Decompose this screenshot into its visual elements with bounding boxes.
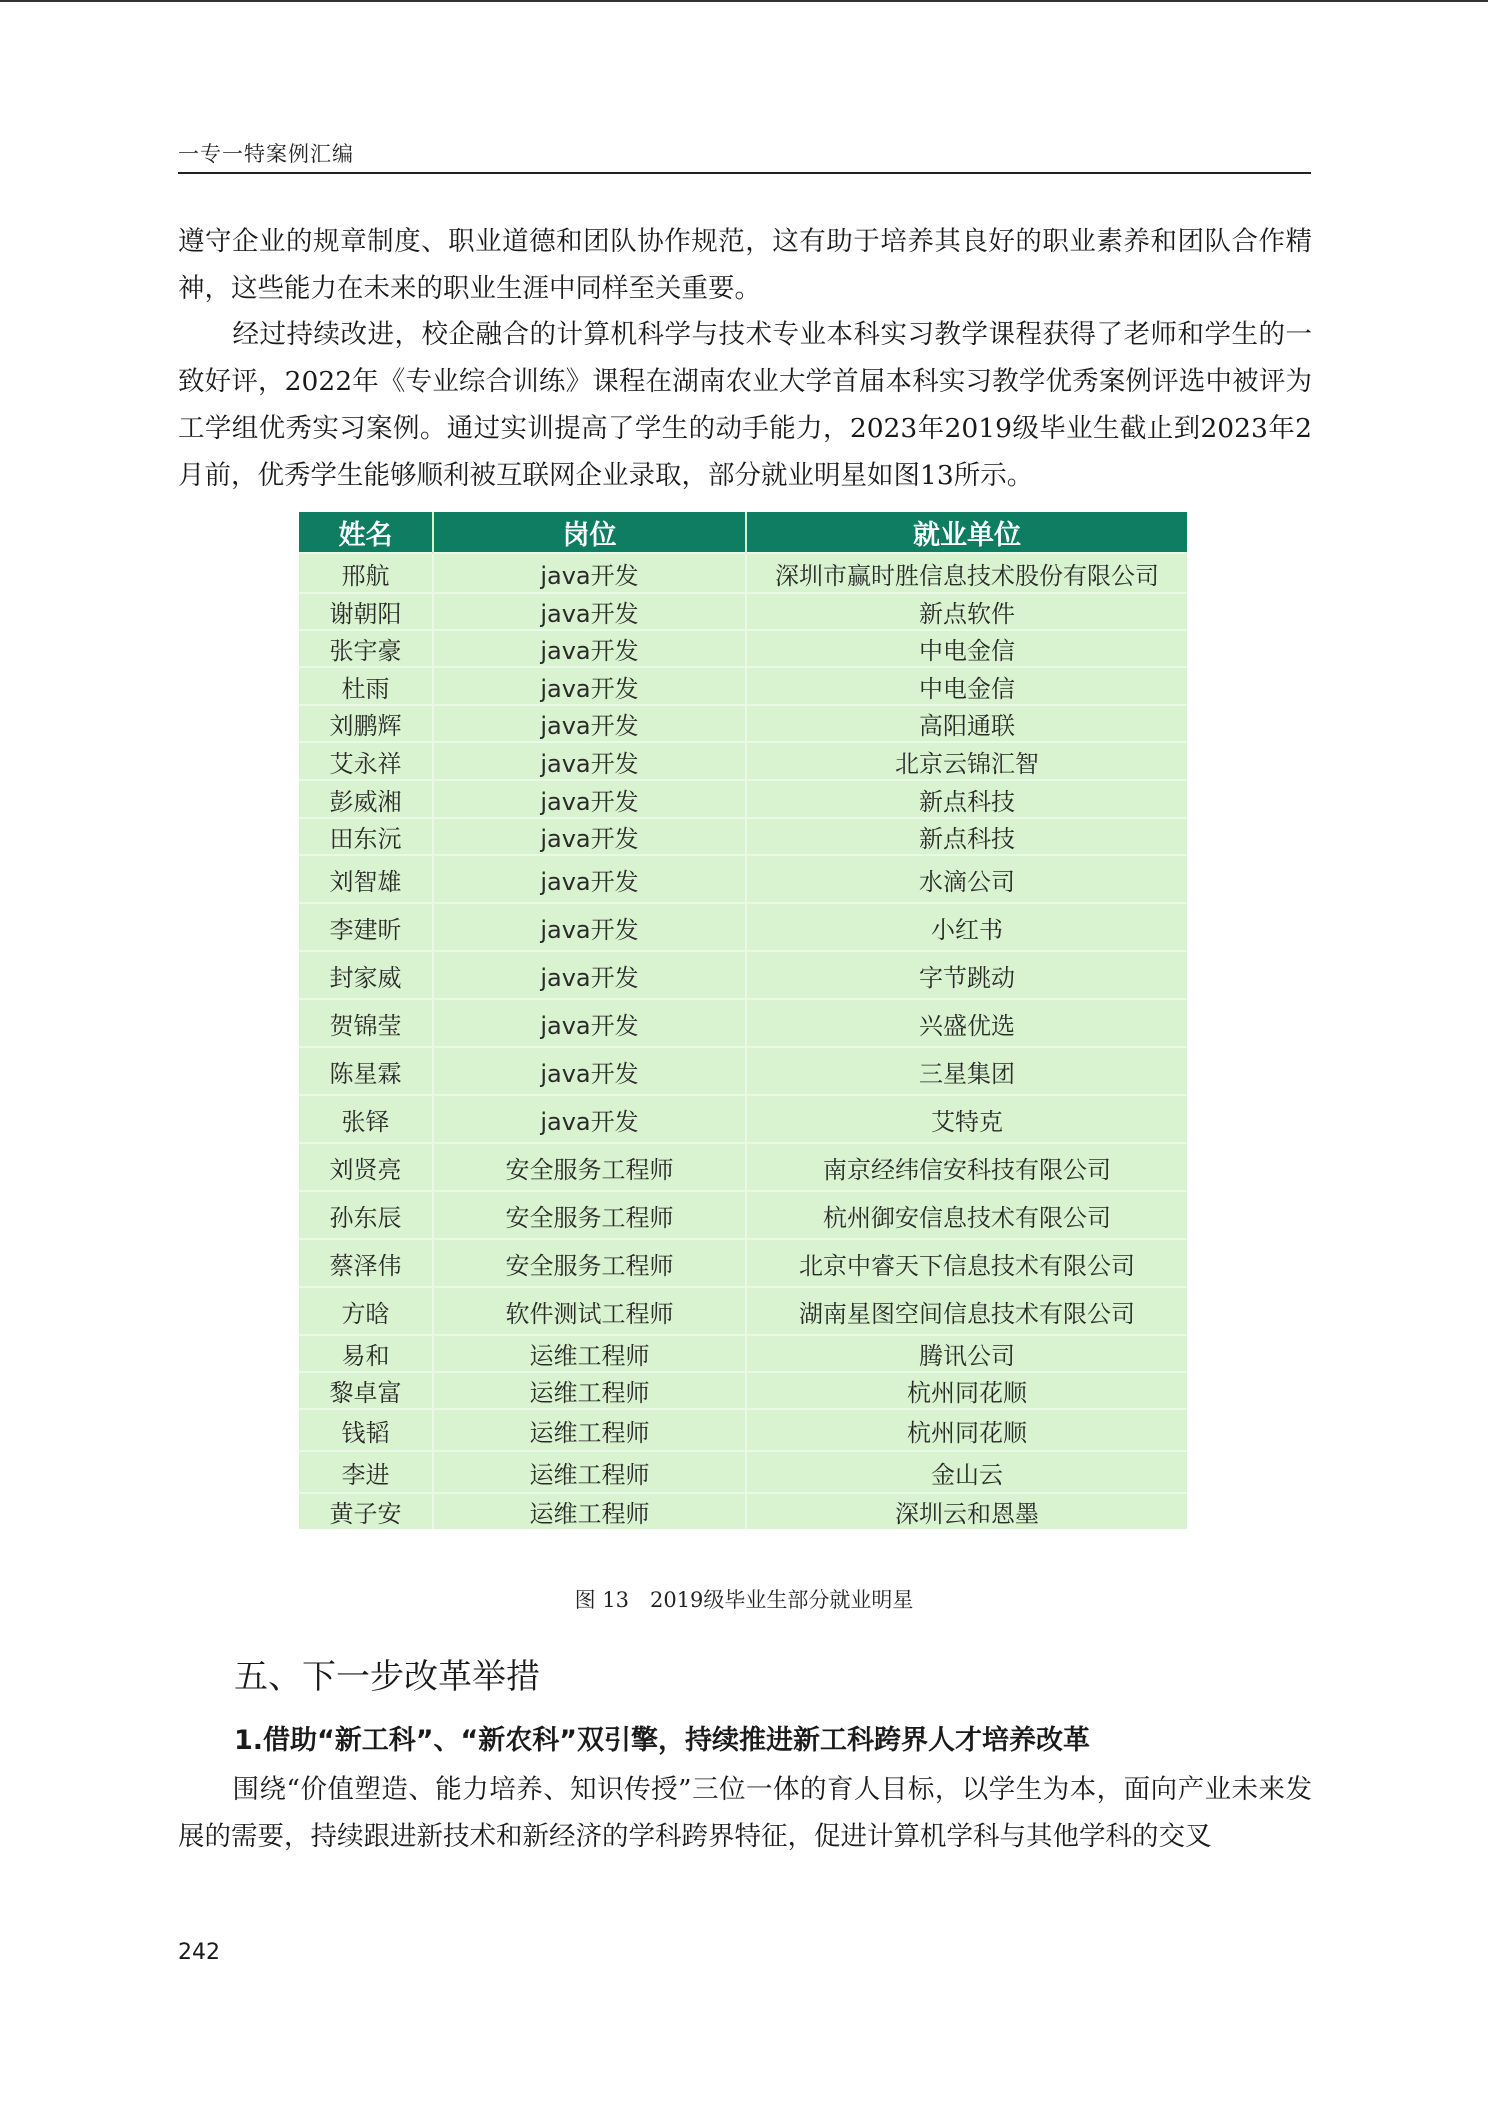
cell-position: 软件测试工程师 bbox=[433, 1287, 746, 1335]
table-row bbox=[299, 1095, 1187, 1143]
table-row bbox=[299, 903, 1187, 951]
table-row bbox=[299, 818, 1187, 855]
cell-employer: 北京中睿天下信息技术有限公司 bbox=[746, 1239, 1187, 1287]
cell-name: 张宇豪 bbox=[299, 630, 433, 667]
cell-name: 封家威 bbox=[299, 951, 433, 999]
cell-employer: 杭州同花顺 bbox=[746, 1409, 1187, 1451]
cell-name: 黎卓富 bbox=[299, 1372, 433, 1409]
cell-position: java开发 bbox=[433, 742, 746, 780]
cell-position: java开发 bbox=[433, 903, 746, 951]
table-row bbox=[299, 951, 1187, 999]
table-row bbox=[299, 630, 1187, 667]
cell-name: 刘智雄 bbox=[299, 855, 433, 903]
table-row bbox=[299, 1143, 1187, 1191]
cell-position: 运维工程师 bbox=[433, 1493, 746, 1529]
cell-employer: 兴盛优选 bbox=[746, 999, 1187, 1047]
page-number: 242 bbox=[178, 1940, 220, 1965]
cell-employer: 字节跳动 bbox=[746, 951, 1187, 999]
cell-position: java开发 bbox=[433, 1047, 746, 1095]
cell-employer: 新点科技 bbox=[746, 780, 1187, 818]
cell-position: java开发 bbox=[433, 667, 746, 705]
table-row bbox=[299, 667, 1187, 705]
cell-position: java开发 bbox=[433, 999, 746, 1047]
table-row bbox=[299, 999, 1187, 1047]
cell-employer: 中电金信 bbox=[746, 630, 1187, 667]
paragraph-2 bbox=[178, 311, 1312, 499]
cell-employer: 湖南星图空间信息技术有限公司 bbox=[746, 1287, 1187, 1335]
cell-position: java开发 bbox=[433, 855, 746, 903]
cell-employer: 水滴公司 bbox=[746, 855, 1187, 903]
table-row bbox=[299, 1409, 1187, 1451]
table-row bbox=[299, 855, 1187, 903]
cell-employer: 中电金信 bbox=[746, 667, 1187, 705]
running-header: 一专一特案例汇编 bbox=[178, 142, 354, 166]
cell-employer: 金山云 bbox=[746, 1451, 1187, 1493]
cell-position: java开发 bbox=[433, 951, 746, 999]
cell-position: java开发 bbox=[433, 705, 746, 742]
section-subtitle: 1.借助“新工科”、“新农科”双引擎，持续推进新工科跨界人才培养改革 bbox=[234, 1725, 1091, 1756]
table-body bbox=[299, 553, 1187, 1529]
cell-name: 张铎 bbox=[299, 1095, 433, 1143]
cell-employer: 小红书 bbox=[746, 903, 1187, 951]
cell-employer: 新点软件 bbox=[746, 593, 1187, 630]
cell-employer: 新点科技 bbox=[746, 818, 1187, 855]
cell-position: java开发 bbox=[433, 593, 746, 630]
cell-position: java开发 bbox=[433, 630, 746, 667]
cell-position: java开发 bbox=[433, 1095, 746, 1143]
header-employer: 就业单位 bbox=[746, 512, 1187, 553]
cell-employer: 三星集团 bbox=[746, 1047, 1187, 1095]
cell-employer: 杭州御安信息技术有限公司 bbox=[746, 1191, 1187, 1239]
header-rule bbox=[178, 172, 1311, 174]
cell-employer: 艾特克 bbox=[746, 1095, 1187, 1143]
cell-name: 邢航 bbox=[299, 553, 433, 593]
cell-name: 艾永祥 bbox=[299, 742, 433, 780]
cell-name: 刘贤亮 bbox=[299, 1143, 433, 1191]
cell-name: 蔡泽伟 bbox=[299, 1239, 433, 1287]
cell-position: java开发 bbox=[433, 818, 746, 855]
paragraph-3 bbox=[178, 1766, 1312, 1860]
cell-name: 陈星霖 bbox=[299, 1047, 433, 1095]
cell-employer: 深圳市赢时胜信息技术股份有限公司 bbox=[746, 553, 1187, 593]
table-row bbox=[299, 593, 1187, 630]
cell-employer: 高阳通联 bbox=[746, 705, 1187, 742]
paragraph-1: 遵守企业的规章制度、职业道德和团队协作规范，这有助于培养其良好的职业素养和团队合作精神，这些能力在未来的职业生涯中同样至关重要。 bbox=[178, 226, 1312, 304]
table-row bbox=[299, 1451, 1187, 1493]
page-top-border bbox=[0, 0, 1488, 2]
paragraph-2-text: 经过持续改进，校企融合的计算机科学与技术专业本科实习教学课程获得了老师和学生的一致好评，2022年《专业综合训练》课程在湖南农业大学首届本科实习教学优秀案例评选中被评为工学组优秀实习案例。通过实训提高了学生的动手能力，2023年2019级毕业生截止到2023年2月前，优秀学生能够顺利被互联网企业录取，部分就业明星如图13所示。 bbox=[178, 319, 1312, 491]
cell-employer: 杭州同花顺 bbox=[746, 1372, 1187, 1409]
cell-position: java开发 bbox=[433, 553, 746, 593]
cell-name: 方晗 bbox=[299, 1287, 433, 1335]
table-row bbox=[299, 1335, 1187, 1372]
cell-name: 黄子安 bbox=[299, 1493, 433, 1529]
table-row bbox=[299, 553, 1187, 593]
header-name: 姓名 bbox=[299, 512, 433, 553]
cell-position: java开发 bbox=[433, 780, 746, 818]
employment-table bbox=[299, 512, 1187, 1529]
cell-position: 运维工程师 bbox=[433, 1409, 746, 1451]
cell-name: 杜雨 bbox=[299, 667, 433, 705]
cell-name: 刘鹏辉 bbox=[299, 705, 433, 742]
employment-table-figure bbox=[299, 512, 1187, 1529]
table-header-row bbox=[299, 512, 1187, 553]
cell-position: 运维工程师 bbox=[433, 1335, 746, 1372]
cell-employer: 南京经纬信安科技有限公司 bbox=[746, 1143, 1187, 1191]
paragraph-3-text: 围绕“价值塑造、能力培养、知识传授”三位一体的育人目标，以学生为本，面向产业未来发展的需要，持续跟进新技术和新经济的学科跨界特征，促进计算机学科与其他学科的交叉 bbox=[178, 1774, 1312, 1852]
table-row bbox=[299, 705, 1187, 742]
section-title: 五、下一步改革举措 bbox=[234, 1657, 540, 1697]
table-row bbox=[299, 1239, 1187, 1287]
table-row bbox=[299, 1047, 1187, 1095]
cell-position: 安全服务工程师 bbox=[433, 1191, 746, 1239]
cell-position: 运维工程师 bbox=[433, 1372, 746, 1409]
table-row bbox=[299, 1191, 1187, 1239]
table-row bbox=[299, 742, 1187, 780]
cell-position: 运维工程师 bbox=[433, 1451, 746, 1493]
cell-name: 孙东辰 bbox=[299, 1191, 433, 1239]
cell-name: 谢朝阳 bbox=[299, 593, 433, 630]
table-row bbox=[299, 1287, 1187, 1335]
cell-name: 彭威湘 bbox=[299, 780, 433, 818]
figure-caption: 图 13 2019级毕业生部分就业明星 bbox=[574, 1588, 914, 1612]
header-position: 岗位 bbox=[433, 512, 746, 553]
cell-name: 易和 bbox=[299, 1335, 433, 1372]
table-row bbox=[299, 1372, 1187, 1409]
cell-employer: 腾讯公司 bbox=[746, 1335, 1187, 1372]
cell-name: 李进 bbox=[299, 1451, 433, 1493]
cell-name: 钱韬 bbox=[299, 1409, 433, 1451]
cell-employer: 深圳云和恩墨 bbox=[746, 1493, 1187, 1529]
cell-position: 安全服务工程师 bbox=[433, 1239, 746, 1287]
table-row bbox=[299, 780, 1187, 818]
table-row bbox=[299, 1493, 1187, 1529]
cell-name: 李建昕 bbox=[299, 903, 433, 951]
cell-employer: 北京云锦汇智 bbox=[746, 742, 1187, 780]
cell-position: 安全服务工程师 bbox=[433, 1143, 746, 1191]
cell-name: 田东沅 bbox=[299, 818, 433, 855]
cell-name: 贺锦莹 bbox=[299, 999, 433, 1047]
